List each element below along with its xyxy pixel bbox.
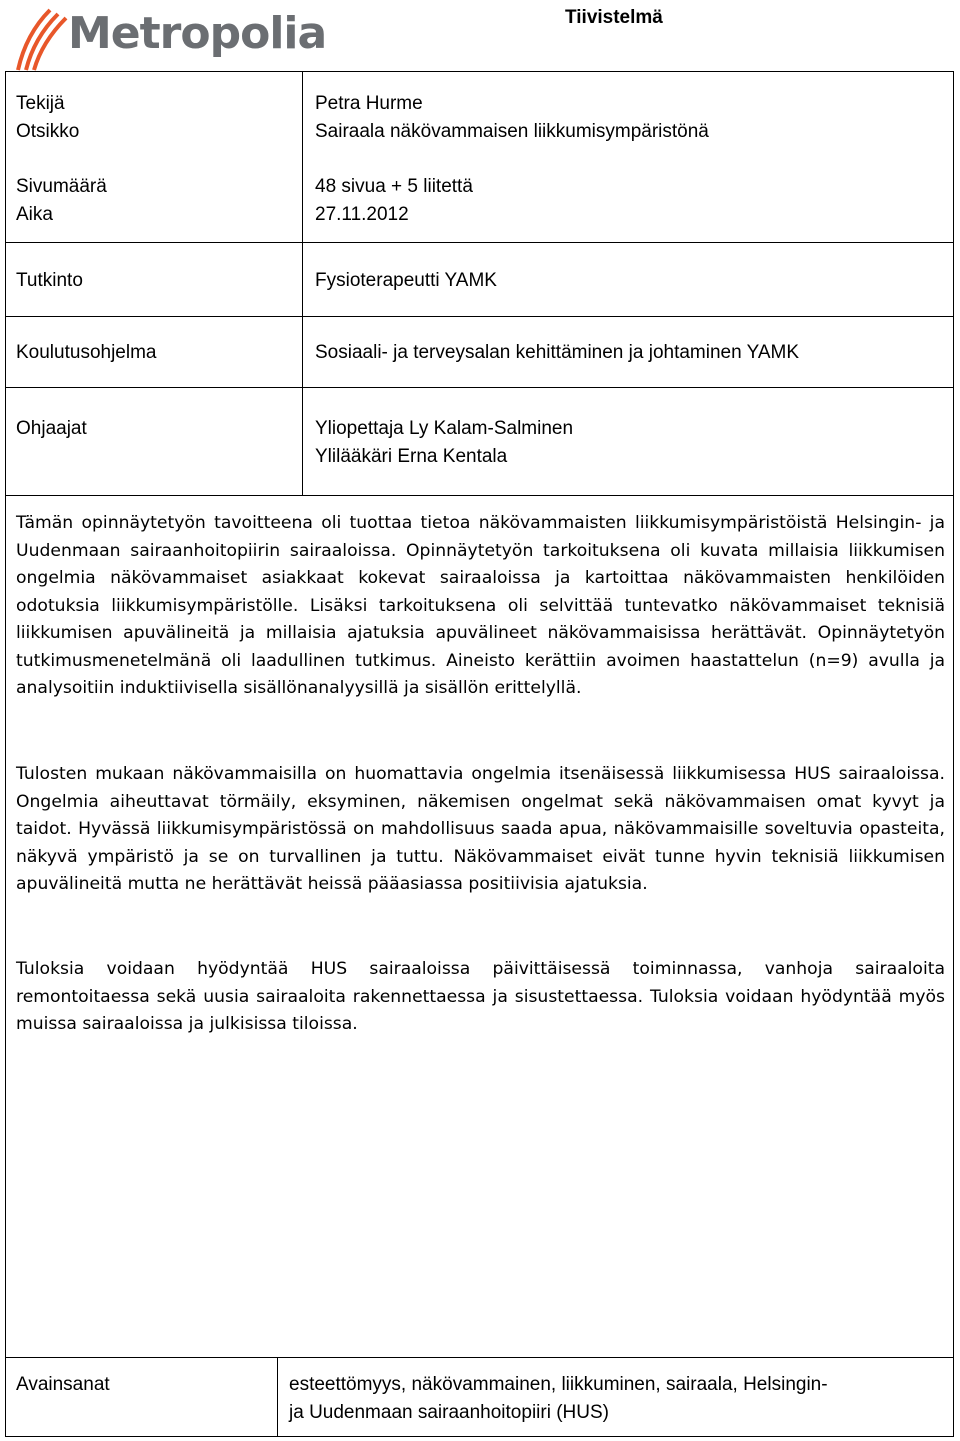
keywords-label: Avainsanat (16, 1374, 110, 1395)
divider (5, 387, 954, 388)
abstract-body (16, 761, 945, 899)
supervisor-1-value: Yliopettaja Ly Kalam-Salminen (315, 418, 574, 439)
date-label: Aika (16, 204, 53, 225)
divider (5, 495, 954, 496)
divider (5, 1357, 954, 1358)
pages-value: 48 sivua + 5 liitettä (315, 176, 473, 197)
divider (5, 316, 954, 317)
divider (5, 242, 954, 243)
metropolia-logo (12, 4, 327, 72)
degree-value: Fysioterapeutti YAMK (315, 270, 497, 291)
keywords-line-2: ja Uudenmaan sairaanhoitopiiri (HUS) (289, 1402, 609, 1423)
date-value: 27.11.2012 (315, 204, 409, 225)
title-label: Otsikko (16, 121, 80, 142)
author-label: Tekijä (16, 93, 65, 114)
pages-label: Sivumäärä (16, 176, 107, 197)
supervisors-label: Ohjaajat (16, 418, 87, 439)
supervisor-2-value: Ylilääkäri Erna Kentala (315, 446, 508, 467)
logo-text: Metropolia (68, 8, 327, 59)
column-divider (277, 1357, 278, 1437)
degree-label: Tutkinto (16, 270, 83, 291)
programme-value: Sosiaali- ja terveysalan kehittäminen ja johtaminen YAMK (315, 342, 800, 363)
programme-label: Koulutusohjelma (16, 342, 157, 363)
column-divider (302, 71, 303, 495)
keywords-line-1: esteettömyys, näkövammainen, liikkuminen, sairaala, Helsingin- (289, 1374, 828, 1395)
abstract-paragraph-1: Tämän opinnäytetyön tavoitteena oli tuottaa tietoa näkövammaisten liikkumisympäristöistä Helsingin- ja Uudenmaan sairaanhoitopiirin sairaaloissa. Opinnäytetyön tarkoituksena oli kuvata millaisia liikkumisen ongelmia näkövammaiset asiakkaat kokevat sairaaloissa ja kartoittaa näkövammaisten henkilöiden odotuksia liikkumisympäristölle. Lisäksi tarkoituksena oli selvittää tuntevatko näkövammaiset teknisiä liikkumisen apuvälineitä ja millaisia ajatuksia apuvälineet näkövammaisissa herättävät. Opinnäytetyön tutkimusmenetelmänä oli laadullinen tutkimus. Aineisto kerättiin avoimen haastattelun (n=9) avulla ja analysoitiin induktiivisella sisällönanalyysillä ja sisällön erittelyllä. (16, 513, 945, 698)
abstract-body (16, 956, 945, 1039)
title-value: Sairaala näkövammaisen liikkumisympäristönä (315, 121, 709, 142)
abstract-paragraph-3: Tuloksia voidaan hyödyntää HUS sairaaloissa päivittäisessä toiminnassa, vanhoja sairaaloita remontoitaessa sekä uusia sairaaloita rakennettaessa ja sisustettaessa. Tuloksia voidaan hyödyntää myös muissa sairaaloissa ja julkisissa tiloissa. (16, 959, 945, 1034)
document-type: Tiivistelmä (565, 7, 663, 28)
metropolia-swoosh-icon (12, 4, 72, 72)
author-value: Petra Hurme (315, 93, 423, 114)
abstract-paragraph-2: Tulosten mukaan näkövammaisilla on huomattavia ongelmia itsenäisessä liikkumisessa HUS sairaaloissa. Ongelmia aiheuttavat törmäily, eksyminen, näkemisen ongelmat sekä näkövammaisen omat kyvyt ja taidot. Hyvässä liikkumisympäristössä on mahdollisuus saada apua, näkövammaisille soveltuvia opasteita, näkyvä ympäristö ja se on turvallinen ja tuttu. Näkövammaiset eivät tunne hyvin teknisiä liikkumisen apuvälineitä mutta ne herättävät heissä pääasiassa positiivisia ajatuksia. (16, 764, 945, 894)
abstract-body (16, 510, 945, 703)
